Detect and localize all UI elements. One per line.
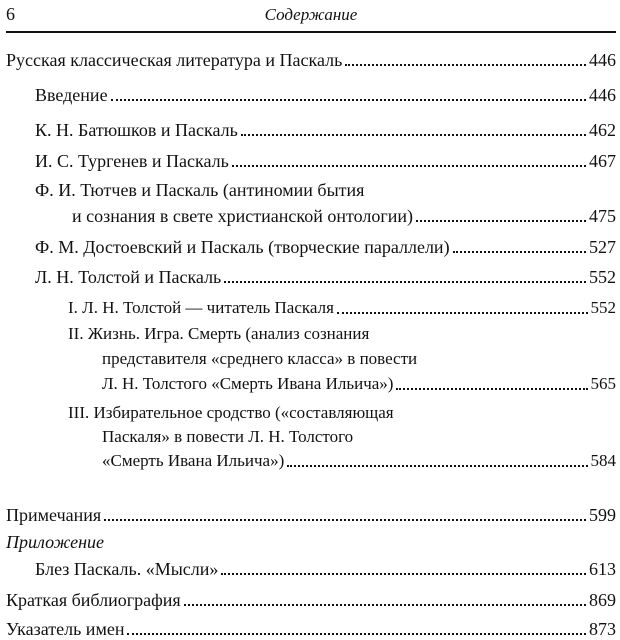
toc-entry-page: 446 [589,85,616,105]
toc-entry-title: «Смерть Ивана Ильича») [102,451,285,470]
toc-entry-page: 462 [589,120,616,140]
header-rule [6,31,616,33]
toc-entry-pascal-thoughts[interactable] [35,558,616,580]
toc-entry-russian-literature[interactable] [6,49,616,71]
dot-leader [184,603,586,606]
dot-leader [416,219,586,222]
toc-entry-tolstoy[interactable] [35,266,616,288]
toc-entry-life-game-death[interactable] [102,373,616,395]
toc-entry-title: Примечания [6,505,102,525]
dot-leader [345,63,586,66]
toc-entry-title: и сознания в свете христианской онтологии) [72,206,413,226]
toc-entry-title: И. С. Тургенев и Паскаль [35,151,229,171]
toc-entry-title: Введение [35,85,108,105]
running-title: Содержание [264,5,358,24]
toc-entry-title: Л. Н. Толстого «Смерть Ивана Ильича») [102,374,394,393]
toc-entry-title: I. Л. Н. Толстой — читатель Паскаля [68,298,334,317]
toc-entry-page: 475 [589,206,616,226]
dot-leader [232,164,586,167]
page-number: 6 [6,4,15,24]
toc-entry-page: 565 [590,374,616,393]
toc-entry-page: 584 [590,451,616,470]
toc-entry-batyushkov[interactable] [35,119,616,141]
toc-entry-elective-affinity-line1[interactable]: III. Избирательное сродство («составляющая [68,403,394,422]
toc-entry-introduction[interactable] [35,84,616,106]
toc-entry-tolstoy-reader[interactable] [68,297,616,319]
toc-entry-page: 552 [589,267,616,287]
toc-entry-page: 869 [589,590,616,610]
toc-entry-page: 599 [589,505,616,525]
dot-leader [287,464,587,467]
toc-entry-page: 446 [589,50,616,70]
dot-leader [104,518,586,521]
toc-entry-life-game-death-line2[interactable]: представителя «среднего класса» в повести [102,349,418,368]
toc-entry-tyutchev-line1[interactable]: Ф. И. Тютчев и Паскаль (антиномии бытия [35,180,365,200]
toc-entry-page: 613 [589,559,616,579]
toc-entry-elective-affinity-line2[interactable]: Паскаля» в повести Л. Н. Толстого [102,427,354,446]
toc-entry-title: Л. Н. Толстой и Паскаль [35,267,222,287]
toc-entry-name-index[interactable] [6,618,616,640]
dot-leader [241,133,586,136]
dot-leader [111,98,586,101]
dot-leader [396,387,587,390]
toc-entry-tyutchev[interactable] [72,205,616,227]
toc-entry-life-game-death-line1[interactable]: II. Жизнь. Игра. Смерть (анализ сознания [68,324,370,343]
dot-leader [453,250,586,253]
toc-entry-page: 527 [589,237,616,257]
toc-entry-title: Краткая библиография [6,590,181,610]
toc-entry-turgenev[interactable] [35,150,616,172]
toc-entry-title: Указатель имен [6,619,125,639]
toc-entry-notes[interactable] [6,504,616,526]
toc-entry-title: Блез Паскаль. «Мысли» [35,559,219,579]
toc-entry-title: Ф. М. Достоевский и Паскаль (творческие параллели) [35,237,450,257]
toc-entry-page: 873 [589,619,616,639]
appendix-label: Приложение [6,532,105,552]
toc-entry-title: К. Н. Батюшков и Паскаль [35,120,238,140]
toc-entry-page: 552 [590,298,616,317]
toc-entry-dostoevsky[interactable] [35,236,616,258]
dot-leader [224,280,586,283]
toc-entry-page: 467 [589,151,616,171]
dot-leader [127,632,586,635]
toc-entry-elective-affinity[interactable] [102,450,616,472]
dot-leader [221,572,586,575]
page-header [6,0,616,32]
toc-entry-title: Русская классическая литература и Паскаль [6,50,343,70]
dot-leader [337,311,588,314]
toc-entry-bibliography[interactable] [6,589,616,611]
